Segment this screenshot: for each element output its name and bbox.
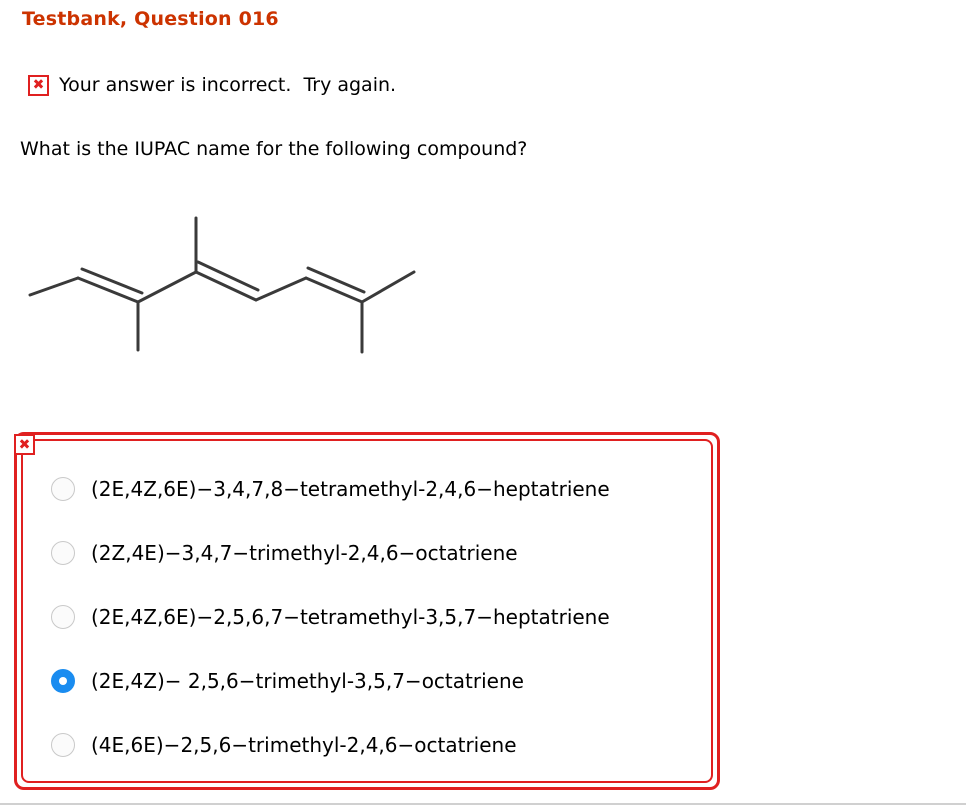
radio-button-1[interactable] [51,477,75,501]
feedback-message [28,74,396,96]
radio-button-4[interactable] [51,669,75,693]
answer-option-4-label: (2E,4Z)− 2,5,6−trimethyl-3,5,7−octatriene [91,669,524,693]
answer-option-1[interactable] [17,457,717,521]
answer-option-2[interactable] [17,521,717,585]
answer-option-3[interactable] [17,585,717,649]
answer-option-5-label: (4E,6E)−2,5,6−trimethyl-2,4,6−octatriene [91,733,517,757]
answer-option-1-label: (2E,4Z,6E)−3,4,7,8−tetramethyl-2,4,6−heptatriene [91,477,610,501]
page-title: Testbank, Question 016 [22,8,279,30]
answer-option-4[interactable] [17,649,717,713]
answer-option-3-label: (2E,4Z,6E)−2,5,6,7−tetramethyl-3,5,7−heptatriene [91,605,610,629]
answer-option-2-label: (2Z,4E)−3,4,7−trimethyl-2,4,6−octatriene [91,541,518,565]
radio-button-2[interactable] [51,541,75,565]
feedback-text: Your answer is incorrect. Try again. [59,74,397,96]
compound-structure-image [10,190,450,380]
question-prompt: What is the IUPAC name for the following compound? [20,138,528,160]
answer-option-5[interactable] [17,713,717,777]
radio-button-3[interactable] [51,605,75,629]
radio-button-5[interactable] [51,733,75,757]
x-mark-icon: ✖ [28,75,49,96]
answers-x-mark-icon: ✖ [14,434,35,455]
answer-options-list [17,457,717,777]
bottom-divider [0,803,966,805]
answer-choices-container [14,432,720,790]
